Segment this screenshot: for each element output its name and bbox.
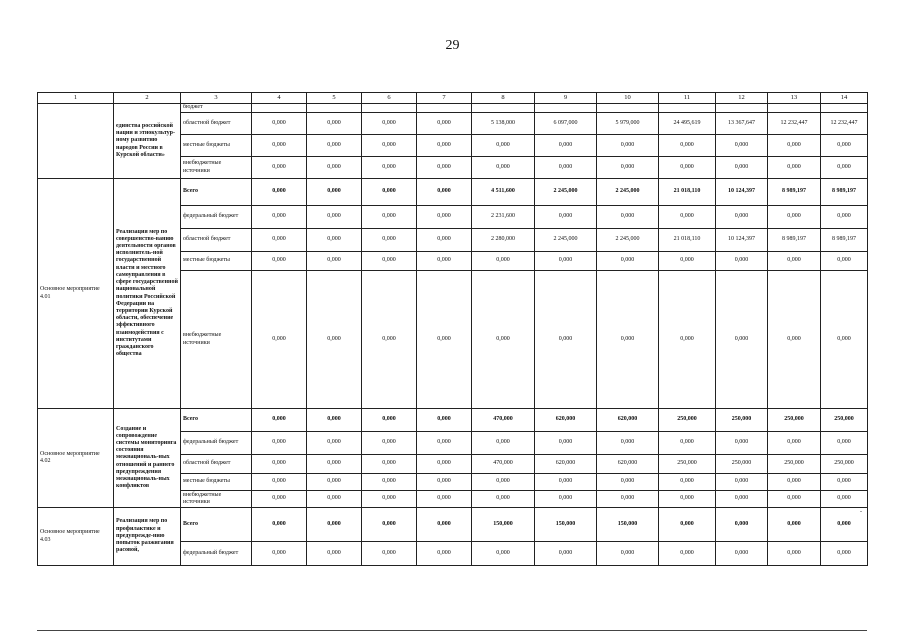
value-cell: 0,000 (821, 135, 868, 157)
value-cell: 0,000 (417, 271, 472, 409)
column-number: 3 (181, 93, 252, 104)
value-cell: 0,000 (417, 229, 472, 252)
value-cell: 8 989,197 (821, 179, 868, 206)
value-cell: 0,000 (307, 252, 362, 271)
value-cell: 620,000 (535, 455, 597, 474)
value-cell: 0,000 (597, 432, 659, 455)
value-cell: 0,000 (535, 252, 597, 271)
value-cell: 0,000 (252, 508, 307, 542)
value-cell: 0,000 (362, 491, 417, 508)
column-number: 14 (821, 93, 868, 104)
value-cell: 0,000 (472, 135, 535, 157)
measure-name: Реализация мер по профилактике и предупрежде-нию попыток разжигания расовой, (114, 508, 181, 566)
value-cell: 0,000 (362, 135, 417, 157)
value-cell (307, 104, 362, 113)
measure-code: Основное мероприятие 4.01 (38, 179, 114, 409)
value-cell: 0,000 (659, 252, 716, 271)
value-cell: 0,000 (307, 157, 362, 179)
value-cell: 0,000 (659, 271, 716, 409)
value-cell: 0,000 (307, 542, 362, 566)
value-cell: 0,000 (821, 474, 868, 491)
value-cell: 0,000 (716, 157, 768, 179)
bottom-rule (37, 630, 867, 631)
column-number: 1 (38, 93, 114, 104)
value-cell: 6 097,000 (535, 113, 597, 135)
measure-name: единства российской нации и этнокультур-ному развитию народов России в Курской области» (114, 104, 181, 179)
value-cell: 0,000 (252, 474, 307, 491)
value-cell: 0,000 (768, 508, 821, 542)
column-number: 12 (716, 93, 768, 104)
value-cell: 5 138,000 (472, 113, 535, 135)
value-cell (821, 104, 868, 113)
value-cell: 0,000 (597, 491, 659, 508)
funding-source: Всего (181, 508, 252, 542)
value-cell: 0,000 (417, 252, 472, 271)
value-cell: 0,000 (716, 508, 768, 542)
column-number: 13 (768, 93, 821, 104)
value-cell (597, 104, 659, 113)
value-cell: 0,000 (307, 179, 362, 206)
value-cell: 0,000 (362, 508, 417, 542)
value-cell: 250,000 (821, 455, 868, 474)
funding-source: федеральный бюджет (181, 206, 252, 229)
value-cell: 10 124,397 (716, 179, 768, 206)
value-cell: 0,000 (252, 229, 307, 252)
value-cell: 0,000 (768, 432, 821, 455)
funding-source: местные бюджеты (181, 252, 252, 271)
value-cell: 0,000 (362, 455, 417, 474)
column-number: 9 (535, 93, 597, 104)
funding-source: областной бюджет (181, 455, 252, 474)
funding-source: Всего (181, 179, 252, 206)
value-cell: 8 989,197 (768, 229, 821, 252)
value-cell: 0,000 (307, 455, 362, 474)
value-cell: 2 245,000 (535, 179, 597, 206)
funding-source: бюджет (181, 104, 252, 113)
value-cell: 0,000 (362, 474, 417, 491)
value-cell: 0,000 (252, 491, 307, 508)
value-cell: 0,000 (472, 491, 535, 508)
value-cell: 2 245,000 (597, 229, 659, 252)
value-cell: 5 979,000 (597, 113, 659, 135)
value-cell: 0,000 (597, 542, 659, 566)
value-cell: 0,000 (307, 229, 362, 252)
value-cell: 0,000 (716, 432, 768, 455)
value-cell: 0,000 (472, 542, 535, 566)
value-cell: 0,000 (821, 252, 868, 271)
value-cell: 250,000 (768, 409, 821, 432)
value-cell: 0,000 (307, 474, 362, 491)
value-cell: 0,000 (659, 491, 716, 508)
value-cell: 470,000 (472, 409, 535, 432)
value-cell: 0,000 (252, 135, 307, 157)
value-cell: 0,000 (535, 206, 597, 229)
value-cell: 250,000 (768, 455, 821, 474)
value-cell: 150,000 (535, 508, 597, 542)
value-cell: 21 018,110 (659, 179, 716, 206)
value-cell: 0,000 (252, 432, 307, 455)
measure-code (38, 104, 114, 179)
value-cell: 0,000 (472, 474, 535, 491)
value-cell: 0,000 (417, 206, 472, 229)
funding-source: местные бюджеты (181, 135, 252, 157)
measure-name: Реализация мер по совершенство-ванию деятельности органов исполнитель-ной государственной власти и местного самоуправления в сфере государственной национальной политики Российской Федерации на территории Курской области, обеспечение эффективного взаимодействия с институтами гражданского общества (114, 179, 181, 409)
value-cell: 0,000 (307, 206, 362, 229)
table-row (38, 104, 868, 113)
value-cell: 620,000 (535, 409, 597, 432)
value-cell: 0,000 (362, 157, 417, 179)
value-cell: 0,000 (252, 157, 307, 179)
value-cell: 0,000 (716, 206, 768, 229)
funding-source: местные бюджеты (181, 474, 252, 491)
value-cell: 0,000 (252, 455, 307, 474)
value-cell: 0,000 (768, 135, 821, 157)
value-cell: 8 989,197 (768, 179, 821, 206)
funding-source: внебюджетные источники (181, 271, 252, 409)
value-cell: 0,000 (768, 474, 821, 491)
value-cell: 0,000 (535, 474, 597, 491)
value-cell: 620,000 (597, 455, 659, 474)
value-cell: 0,000 (362, 409, 417, 432)
value-cell: 2 245,000 (597, 179, 659, 206)
value-cell: 0,000 (716, 491, 768, 508)
value-cell: 21 018,110 (659, 229, 716, 252)
value-cell (417, 104, 472, 113)
value-cell: 0,000 (659, 157, 716, 179)
value-cell: 0,000 (362, 432, 417, 455)
value-cell (472, 104, 535, 113)
value-cell: 0,000 (252, 252, 307, 271)
value-cell: 0,000 (307, 508, 362, 542)
value-cell: 0,000 (472, 432, 535, 455)
value-cell: 250,000 (821, 409, 868, 432)
value-cell: 250,000 (659, 409, 716, 432)
value-cell: 2 231,600 (472, 206, 535, 229)
value-cell: 0,000 (362, 229, 417, 252)
value-cell: 150,000 (597, 508, 659, 542)
value-cell (252, 104, 307, 113)
value-cell: 24 495,619 (659, 113, 716, 135)
column-number: 10 (597, 93, 659, 104)
value-cell: 0,000 (307, 113, 362, 135)
value-cell: 0,000 (362, 542, 417, 566)
column-number: 7 (417, 93, 472, 104)
value-cell: 0,000 (472, 271, 535, 409)
value-cell: 0,000 (472, 252, 535, 271)
value-cell: 150,000 (472, 508, 535, 542)
value-cell: 0,000 (821, 508, 868, 542)
measure-name: Создание и сопровождение системы мониторинга состояния межнациональ-ных отношений и раннего предупреждения межнациональ-ных конфликтов (114, 409, 181, 508)
value-cell: 0,000 (821, 206, 868, 229)
value-cell: 0,000 (362, 271, 417, 409)
column-number: 8 (472, 93, 535, 104)
value-cell: 0,000 (417, 474, 472, 491)
value-cell: 0,000 (252, 271, 307, 409)
value-cell: 0,000 (417, 113, 472, 135)
value-cell: 0,000 (417, 491, 472, 508)
value-cell: 0,000 (362, 113, 417, 135)
value-cell: 4 511,600 (472, 179, 535, 206)
funding-source: федеральный бюджет (181, 432, 252, 455)
value-cell: 0,000 (417, 179, 472, 206)
funding-source: федеральный бюджет (181, 542, 252, 566)
value-cell: 2 280,000 (472, 229, 535, 252)
value-cell: 250,000 (716, 455, 768, 474)
value-cell: 0,000 (597, 271, 659, 409)
measure-code: Основное мероприятие 4.03 (38, 508, 114, 566)
funding-source: внебюджетные источники (181, 157, 252, 179)
value-cell: 0,000 (716, 135, 768, 157)
value-cell: 0,000 (768, 542, 821, 566)
column-number: 4 (252, 93, 307, 104)
value-cell: 0,000 (307, 491, 362, 508)
funding-source: внебюджетные источники (181, 491, 252, 508)
column-number: 6 (362, 93, 417, 104)
value-cell: 0,000 (307, 409, 362, 432)
value-cell: 0,000 (535, 542, 597, 566)
value-cell: 0,000 (768, 491, 821, 508)
value-cell: 0,000 (252, 206, 307, 229)
value-cell: 12 232,447 (768, 113, 821, 135)
page-number: 29 (445, 38, 460, 53)
value-cell: 0,000 (417, 409, 472, 432)
value-cell: 0,000 (472, 157, 535, 179)
value-cell: 0,000 (307, 432, 362, 455)
table-row (38, 409, 868, 432)
value-cell: 10 124,397 (716, 229, 768, 252)
value-cell: 470,000 (472, 455, 535, 474)
value-cell: 0,000 (768, 252, 821, 271)
table-row (38, 508, 868, 542)
column-number: 5 (307, 93, 362, 104)
value-cell: 0,000 (535, 491, 597, 508)
value-cell: 2 245,000 (535, 229, 597, 252)
table-row (38, 179, 868, 206)
value-cell: 0,000 (716, 474, 768, 491)
value-cell: 0,000 (659, 206, 716, 229)
value-cell: 0,000 (535, 432, 597, 455)
value-cell: 0,000 (597, 206, 659, 229)
value-cell: 0,000 (821, 271, 868, 409)
measure-code: Основное мероприятие 4.02 (38, 409, 114, 508)
value-cell: 13 367,647 (716, 113, 768, 135)
margin-mark: . (860, 505, 862, 514)
value-cell: 0,000 (417, 508, 472, 542)
value-cell: 0,000 (597, 474, 659, 491)
value-cell: 0,000 (659, 508, 716, 542)
value-cell: 0,000 (768, 206, 821, 229)
value-cell: 0,000 (768, 157, 821, 179)
value-cell: 0,000 (716, 252, 768, 271)
value-cell: 0,000 (307, 135, 362, 157)
value-cell (659, 104, 716, 113)
budget-table (37, 92, 868, 566)
value-cell: 0,000 (252, 542, 307, 566)
value-cell: 0,000 (597, 157, 659, 179)
value-cell: 0,000 (597, 252, 659, 271)
value-cell (362, 104, 417, 113)
value-cell: 0,000 (417, 432, 472, 455)
value-cell: 0,000 (821, 432, 868, 455)
value-cell: 0,000 (252, 409, 307, 432)
value-cell (716, 104, 768, 113)
value-cell: 0,000 (821, 542, 868, 566)
value-cell: 0,000 (821, 157, 868, 179)
value-cell: 0,000 (535, 271, 597, 409)
column-number-row (38, 93, 868, 104)
value-cell: 0,000 (417, 135, 472, 157)
value-cell: 0,000 (252, 113, 307, 135)
column-number: 2 (114, 93, 181, 104)
value-cell: 0,000 (716, 271, 768, 409)
value-cell: 0,000 (362, 206, 417, 229)
value-cell: 0,000 (659, 432, 716, 455)
value-cell (535, 104, 597, 113)
funding-source: Всего (181, 409, 252, 432)
value-cell: 8 989,197 (821, 229, 868, 252)
funding-source: областной бюджет (181, 113, 252, 135)
value-cell: 0,000 (252, 179, 307, 206)
value-cell (768, 104, 821, 113)
value-cell: 0,000 (659, 542, 716, 566)
value-cell: 0,000 (535, 157, 597, 179)
funding-source: областной бюджет (181, 229, 252, 252)
value-cell: 0,000 (768, 271, 821, 409)
value-cell: 12 232,447 (821, 113, 868, 135)
value-cell: 0,000 (417, 542, 472, 566)
value-cell: 0,000 (417, 455, 472, 474)
value-cell: 0,000 (659, 474, 716, 491)
value-cell: 0,000 (535, 135, 597, 157)
column-number: 11 (659, 93, 716, 104)
value-cell: 0,000 (716, 542, 768, 566)
value-cell: 0,000 (659, 135, 716, 157)
value-cell: 620,000 (597, 409, 659, 432)
value-cell: 0,000 (417, 157, 472, 179)
value-cell: 250,000 (716, 409, 768, 432)
value-cell: 0,000 (362, 252, 417, 271)
value-cell: 0,000 (362, 179, 417, 206)
value-cell: 250,000 (659, 455, 716, 474)
value-cell: 0,000 (307, 271, 362, 409)
value-cell: 0,000 (821, 491, 868, 508)
value-cell: 0,000 (597, 135, 659, 157)
